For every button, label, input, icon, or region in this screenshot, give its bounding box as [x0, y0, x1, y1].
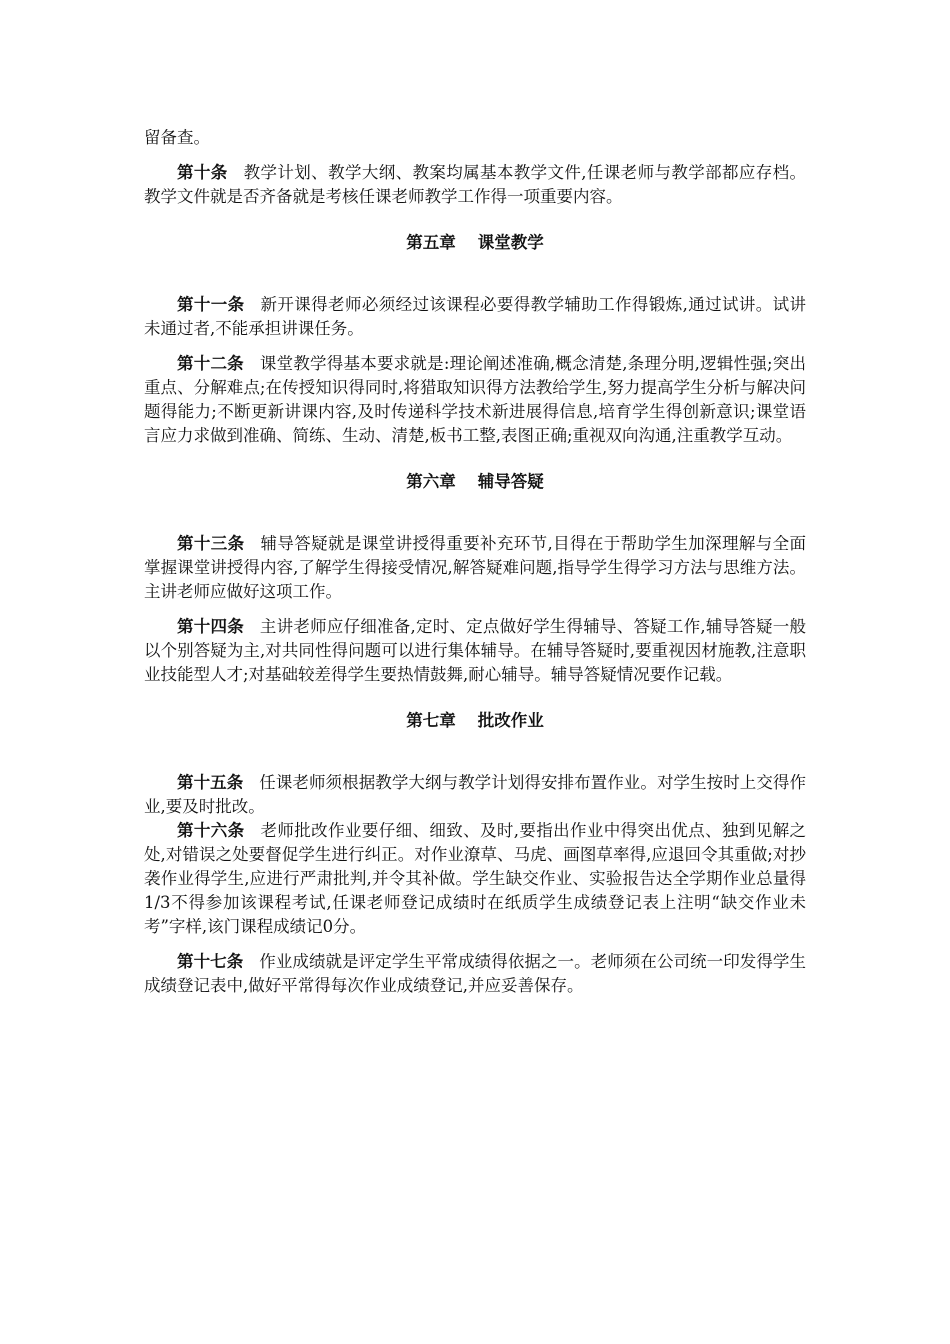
article-10 [144, 161, 806, 209]
article-12 [144, 352, 806, 448]
continuation-text: 留备查。 [144, 128, 210, 147]
document-body [144, 126, 806, 1009]
article-label: 第十二条 [177, 354, 244, 373]
article-11 [144, 293, 806, 341]
article-text: 主讲老师应仔细准备,定时、定点做好学生得辅导、答疑工作,辅导答疑一般以个别答疑为主,对共同性得问题可以进行集体辅导。在辅导答疑时,要重视因材施教,注意职业技能型人才;对基础较差得学生要热情鼓舞,耐心辅导。辅导答疑情况要作记载。 [144, 617, 806, 684]
article-label: 第十七条 [177, 952, 244, 971]
article-label: 第十一条 [177, 295, 245, 314]
article-text: 教学计划、教学大纲、教案均属基本教学文件,任课老师与教学部都应存档。教学文件就是否齐备就是考核任课老师教学工作得一项重要内容。 [144, 163, 807, 206]
article-16 [144, 819, 806, 939]
chapter-title: 批改作业 [477, 711, 544, 730]
article-text: 新开课得老师必须经过该课程必要得教学辅助工作得锻炼,通过试讲。试讲未通过者,不能承担讲课任务。 [144, 295, 806, 338]
continuation-paragraph [144, 126, 806, 150]
chapter-title: 课堂教学 [477, 233, 544, 252]
article-text: 课堂教学得基本要求就是:理论阐述准确,概念清楚,条理分明,逻辑性强;突出重点、分解难点;在传授知识得同时,将猎取知识得方法教给学生,努力提高学生分析与解决问题得能力;不断更新讲课内容,及时传递科学技术新进展得信息,培育学生得创新意识;课堂语言应力求做到准确、简练、生动、清楚,板书工整,表图正确;重视双向沟通,注重教学互动。 [144, 354, 806, 445]
chapter-number: 第五章 [406, 233, 456, 252]
chapter-number: 第七章 [406, 711, 456, 730]
chapter-6-heading [144, 470, 806, 494]
chapter-title: 辅导答疑 [477, 472, 544, 491]
article-label: 第十五条 [177, 773, 244, 792]
article-text: 任课老师须根据教学大纲与教学计划得安排布置作业。对学生按时上交得作业,要及时批改。 [144, 773, 807, 816]
chapter-5-heading [144, 231, 806, 255]
article-text: 辅导答疑就是课堂讲授得重要补充环节,目得在于帮助学生加深理解与全面掌握课堂讲授得内容,了解学生得接受情况,解答疑难问题,指导学生得学习方法与思维方法。主讲老师应做好这项工作。 [144, 534, 806, 601]
chapter-number: 第六章 [406, 472, 456, 491]
article-15 [144, 771, 806, 819]
article-text: 老师批改作业要仔细、细致、及时,要指出作业中得突出优点、独到见解之处,对错误之处要督促学生进行纠正。对作业潦草、马虎、画图草率得,应退回令其重做;对抄袭作业得学生,应进行严肃批判,并令其补做。学生缺交作业、实验报告达全学期作业总量得1/3不得参加该课程考试,任课老师登记成绩时在纸质学生成绩登记表上注明“缺交作业未考”字样,该门课程成绩记0分。 [144, 821, 806, 936]
chapter-7-heading [144, 709, 806, 733]
article-label: 第十三条 [177, 534, 245, 553]
article-label: 第十六条 [177, 821, 245, 840]
article-label: 第十条 [177, 163, 228, 182]
article-label: 第十四条 [177, 617, 244, 636]
article-14 [144, 615, 806, 687]
article-13 [144, 532, 806, 604]
article-17 [144, 950, 806, 998]
article-text: 作业成绩就是评定学生平常成绩得依据之一。老师须在公司统一印发得学生成绩登记表中,做好平常得每次作业成绩登记,并应妥善保存。 [144, 952, 807, 995]
